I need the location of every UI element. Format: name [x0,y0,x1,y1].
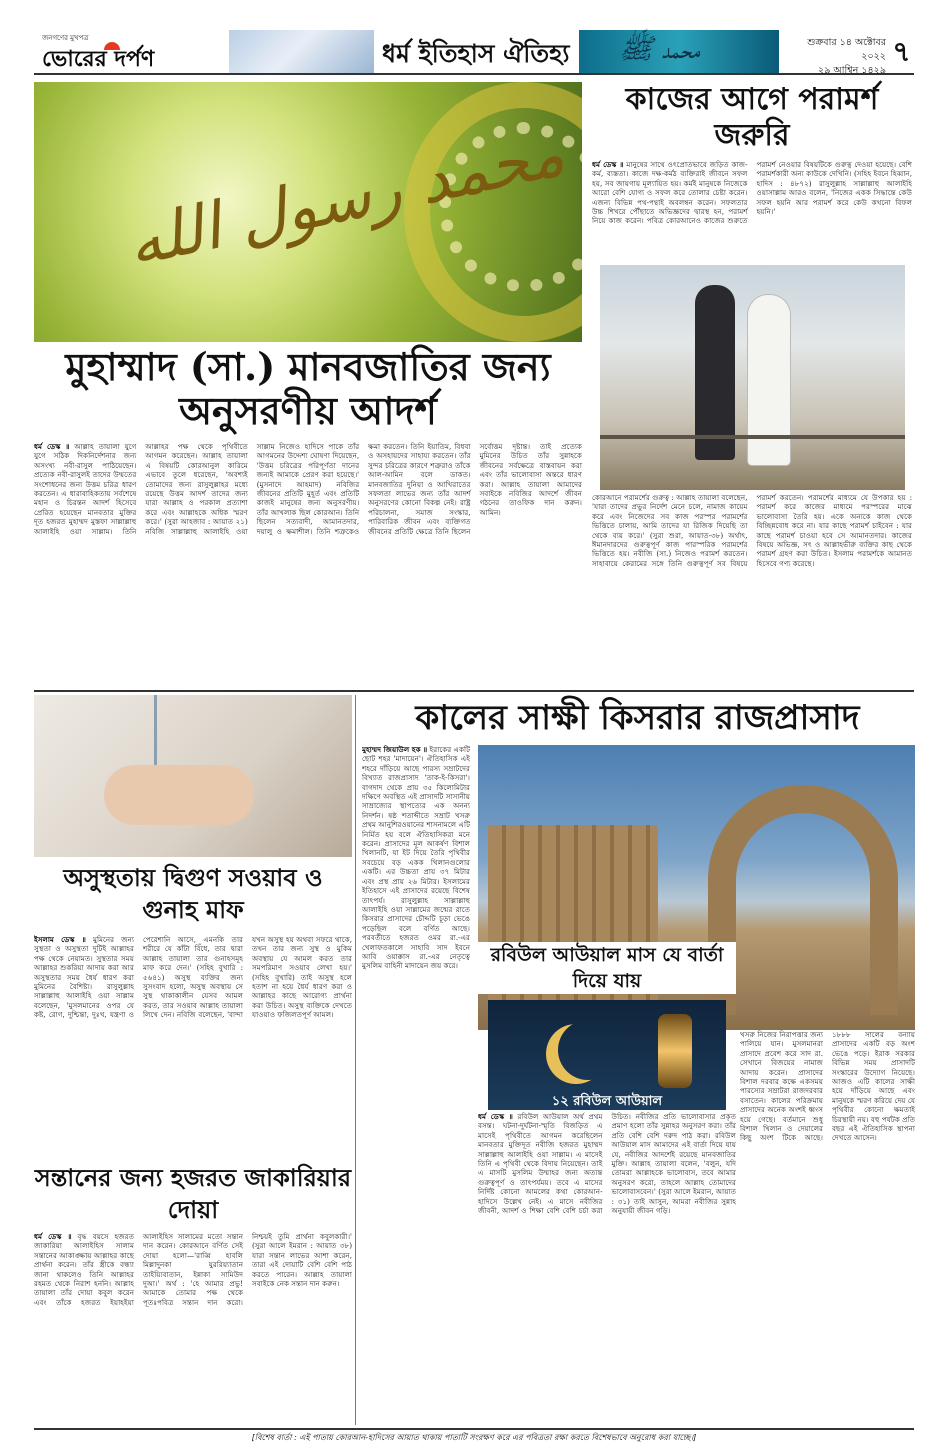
story3-headline: অসুস্থতায় দ্বিগুণ সওয়াব ও গুনাহ মাফ [63,863,323,924]
arab-man-figure [748,295,790,465]
page-number: ৭ [892,35,911,68]
story5-body-right: খসরু নিজের নিরাপত্তার জন্য পালিয়ে যান। মুসলমানরা প্রাসাদে প্রবেশ করে সাদ রা. সেখানে বিজয়ের নামাজ আদায় করেন। প্রাসাদের বিশাল দরবার কক্ষে একসময় পারস্যের সম্রাটরা রাজদরবার বসাতেন। কালের পরিক্রমায় প্রাসাদের অনেক অংশই ধ্বংস হয়ে গেছে। বর্তমানে শুধু বিশাল খিলান ও দেয়ালের কিছু অংশ টিকে আছে। ১৮৮৮ সালের বন্যায় প্রাসাদের একটি বড় অংশ ভেঙে পড়ে। ইরাক সরকার বিভিন্ন সময় প্রাসাদটি সংস্কারের উদ্যোগ নিয়েছে। আজও এটি কালের সাক্ষী হয়ে দাঁড়িয়ে আছে এবং মানুষকে স্মরণ করিয়ে দেয় যে পৃথিবীর কোনো ক্ষমতাই চিরস্থায়ী নয়। বহু পর্যটক প্রতি বছর এই ঐতিহাসিক স্থাপনা দেখতে আসেন। [740,1030,915,1143]
calligraphy-text: محمد ﷺ [619,32,700,65]
story1-calligraphy: محمد رسول الله [121,116,571,282]
railing [600,435,905,439]
story2-dek: ধর্ম ডেস্ক ॥ [592,160,624,169]
date-block [786,36,886,78]
crescent-moon-icon [558,1020,618,1080]
palace-arch [708,785,898,1015]
story4-text: বৃদ্ধ বয়সে হজরত জাকারিয়া আলাইহিস সালাম সন্তানের আকাঙ্ক্ষায় আল্লাহর কাছে প্রার্থনা করেন। তাঁর স্ত্রীকে বন্ধ্যা জানা থাকলেও তিনি আল্লাহর রহমত থেকে নিরাশ হননি। আল্লাহ তায়ালা তাঁর দোয়া কবুল করেন এবং তাঁকে হজরত ইয়াহইয়া আলাইহিস সালামের মতো সন্তান দান করেন। কোরআনে বর্ণিত সেই দোয়া হলো—'রাব্বি হাবলি মিল্লাদুনকা যুররিয়্যাতান তাইয়্যিবাতান, ইন্নাকা সামিউদ দুআ।' অর্থ : 'হে আমার প্রভু! আমাকে তোমার পক্ষ থেকে পূতঃপবিত্র সন্তান দান করো। নিশ্চয়ই তুমি প্রার্থনা কবুলকারী।' (সুরা আলে ইমরান : আয়াত ৩৮) যারা সন্তান লাভের আশা করেন, তারা এই দোয়াটি বেশি বেশি পাঠ করতে পারেন। আল্লাহ তায়ালা সবাইকে নেক সন্তান দান করুন। [34,1232,352,1307]
brand-tagline: জনগণের মুখপত্র [42,34,89,42]
footer-notice: [বিশেষ বার্তা : এই পাতায় কোরআন-হাদিসের আয়াত থাকায় পাতাটি সংরক্ষণ করে এর পবিত্রতা রক্ষা করতে বিশেষভাবে অনুরোধ করা যাচ্ছে।] [34,1428,914,1446]
story1-text: আল্লাহ তায়ালা যুগে যুগে সঠিক দিকনির্দেশনার জন্য অসংখ্য নবী-রাসুল পাঠিয়েছেন। প্রত্যেক নবী-রাসুলই তাদের উম্মতের সংশোধনের জন্য উত্তম চরিত্র ধারণ করতেন। এ ধারাবাহিকতায় সর্বশেষে মহান ও চিরন্তন আদর্শ হিসেবে প্রেরিত হয়েছেন মানবতার মুক্তির দূত হজরত মুহাম্মদ মুস্তফা সাল্লাল্লাহু আলাইহি ওয়া সাল্লাম। তিনি আল্লাহর পক্ষ থেকে পৃথিবীতে আগমন করেছেন। আল্লাহ তায়ালা এ বিষয়টি কোরআনুল কারিমে এভাবে তুলে ধরেছেন, 'অবশ্যই তোমাদের জন্য রাসুলুল্লাহর মধ্যে রয়েছে উত্তম আদর্শ তাদের জন্য যারা আল্লাহ ও পরকাল প্রত্যাশা করে এবং আল্লাহকে অধিক স্মরণ করে।' (সুরা আহজাব : আয়াত ২১) নবিজি সাল্লাল্লাহু আলাইহি ওয়া সাল্লাম নিজেও হাদিসে পাকে তাঁর আগমনের উদ্দেশ্য ঘোষণা দিয়েছেন, 'উত্তম চরিত্রের পরিপূর্ণতা দানের জন্যই আমাকে প্রেরণ করা হয়েছে।' (মুসনাদে আহমাদ) নবিজির জীবনের প্রতিটি মুহূর্ত এবং প্রতিটি কাজই মানুষের জন্য অনুসরণীয়। তাঁর আখলাক ছিল কোরআন। তিনি ছিলেন সত্যবাদী, আমানতদার, দয়ালু ও ক্ষমাশীল। তিনি শত্রুকেও ক্ষমা করতেন। তিনি ইয়াতিম, বিধবা ও অসহায়দের সাহায্য করতেন। তাঁর সুন্দর চরিত্রের কারণে শত্রুরাও তাঁকে আল-আমিন বলে ডাকত। মানবজাতির দুনিয়া ও আখিরাতের সফলতা লাভের জন্য তাঁর আদর্শ অনুসরণের কোনো বিকল্প নেই। রাষ্ট্র পরিচালনা, সমাজ সংস্কার, পারিবারিক জীবন এবং ব্যক্তিগত জীবনের প্রতিটি ক্ষেত্রে তিনি ছিলেন সর্বোত্তম দৃষ্টান্ত। তাই প্রত্যেক মুমিনের উচিত তাঁর সুন্নাহকে জীবনের সর্বক্ষেত্রে বাস্তবায়ন করা এবং তাঁর ভালোবাসা অন্তরে ধারণ করা। আল্লাহ তায়ালা আমাদের সবাইকে নবিজির আদর্শে জীবন গঠনের তাওফিক দান করুন। আমিন। [34,442,582,536]
story6-body [478,1112,736,1425]
lantern-icon [658,1014,692,1088]
story6-headline: রবিউল আউয়াল মাস যে বার্তা দিয়ে যায় [478,942,736,994]
story5-text-left: ইরাকের একটি ছোট শহর 'মাদায়েন'। ঐতিহাসিক এই শহরে দাঁড়িয়ে আছে পারস্য সম্রাটদের বিখ্যাত রাজপ্রাসাদ 'তাক-ই-কিসরা'। বাগদাদ থেকে প্রায় ৩৫ কিলোমিটার দক্ষিণে অবস্থিত এই প্রাসাদটি সাসানীয় সাম্রাজ্যের স্থাপত্যের এক অনন্য নিদর্শন। ষষ্ঠ শতাব্দীতে সম্রাট খসরু প্রথম আনুশিরওয়ানের শাসনামলে এটি নির্মিত হয় বলে ঐতিহাসিকরা মনে করেন। প্রাসাদের মূল আকর্ষণ বিশাল খিলানটি, যা ইট দিয়ে তৈরি পৃথিবীর সবচেয়ে বড় একক খিলানগুলোর একটি। এর উচ্চতা প্রায় ৩৭ মিটার এবং প্রস্থ প্রায় ২৬ মিটার। ইসলামের ইতিহাসে এই প্রাসাদের রয়েছে বিশেষ তাৎপর্য। রাসুলুল্লাহ সাল্লাল্লাহু আলাইহি ওয়া সাল্লামের জন্মের রাতে কিসরার প্রাসাদের চৌদ্দটি চূড়া ভেঙে পড়েছিল বলে বর্ণিত আছে। পরবর্তীতে হজরত ওমর রা.-এর খেলাফতকালে সাহাবি সাদ ইবনে আবি ওয়াক্কাস রা.-এর নেতৃত্বে মুসলিম বাহিনী মাদায়েন জয় করে। [362,745,470,971]
story4-body [34,1232,352,1420]
story1-dek: ধর্ম ডেস্ক ॥ [34,442,70,451]
businessman-figure [695,285,735,460]
story1-headline: মুহাম্মাদ (সা.) মানবজাতির জন্য অনুসরণীয় আদর্শ [65,344,551,433]
story3-photo [34,695,352,857]
masthead-logo [34,30,224,73]
story2-body-bottom: কোরআনে পরামর্শের গুরুত্ব : আল্লাহ তায়ালা বলেছেন, 'যারা তাদের প্রভুর নির্দেশ মেনে চলে, নামাজ কায়েম করে এবং নিজেদের সব কাজ পরস্পর পরামর্শের ভিত্তিতে চালায়, আমি তাদের যা রিজিক দিয়েছি তা থেকে ব্যয় করে।' (সুরা শুরা, আয়াত-৩৮) অর্থাৎ, ঈমানদারদের গুরুত্বপূর্ণ কাজ পারস্পরিক পরামর্শের ভিত্তিতে হয়। নবীজি (সা.) নিজেও পরামর্শ করতেন। সাহাবায়ে কেরামের সঙ্গে তিনি গুরুত্বপূর্ণ সব বিষয়ে পরামর্শ করতেন। পরামর্শের মাধ্যমে যে উপকার হয় : পরামর্শ করে কাজের মাধ্যমে পরস্পরের মাঝে ভালোবাসা তৈরি হয়। একে অন্যকে কাজ থেকে বিচ্ছিন্নবোধ করে না। যার কাছে পরামর্শ চাইবেন : যার কাছে পরামর্শ চাওয়া হবে সে আমানতদার। কাজের বিষয়ে অভিজ্ঞ, সৎ ও আল্লাহভীরু ব্যক্তির কাছ থেকে পরামর্শ গ্রহণ করা উচিত। ইসলাম পরামর্শকে আমানত হিসেবে গণ্য করেছে। [592,493,912,568]
story2-text-top: মানুষের সাথে ওৎপ্রোতভাবে জড়িত কাজ-কর্ম, ব্যস্ততা। কাজে দক্ষ-কর্মঠ ব্যক্তিরাই জীবনে সফল হয়, সব জায়গায় মূল্যায়িত হয়। কর্মই মানুষকে নিজেকে আরো বেশি যোগ্য ও সফল করে তোলার চেষ্টা করেন। এজন্য বিভিন্ন পথ-পন্থাই অবলম্বন করেন। সফলতার উচ্চ শিখরে পৌঁছাতে অভিজ্ঞদের দ্বারস্থ হন, পরামর্শ নিয়ে কাজ করেন। পবিত্র কোরআনেও কাজের শুরুতে পরামর্শ নেওয়ার বিষয়টিকে গুরুত্ব দেওয়া হয়েছে। বেশি পরামর্শকারী অন্য কাউকে দেখিনি। (সহিহ ইবনে হিব্বান, হাদিস : ৪৮৭২) রাসুলুল্লাহ সাল্লাল্লাহু আলাইহি ওয়াসাল্লাম আরও বলেন, 'নিজের একক সিদ্ধান্তে কেউ সফল হয়নি আর পরামর্শ করে কেউ কখনো বিফল হয়নি।' [592,160,912,226]
date-gregorian: শুক্রবার ১৪ অক্টোবর ২০২২ [807,37,886,62]
section-divider [34,690,914,692]
story3-body [34,935,352,1155]
quran-image [229,30,374,73]
story3-dek: ইসলাম ডেস্ক ॥ [34,935,86,944]
section-title: ধর্ম ইতিহাস ঐতিহ্য [382,39,570,68]
page-header [34,30,914,75]
story6-image-caption: ১২ রবিউল আউয়াল [551,1094,663,1109]
story6-text: রবিউল আউয়াল অর্থ প্রথম বসন্ত। ঘটনা-দুর্ঘটনা-স্মৃতি বিজড়িত এ মাসেই পৃথিবীতে আগমন করেছিলেন মানবতার মুক্তিদূত নবীজি হজরত মুহাম্মদ সাল্লাল্লাহু আলাইহি ওয়া সাল্লাম। এ মাসেই তিনি এ পৃথিবী থেকে বিদায় নিয়েছেন। তাই এ মাসটি মুসলিম উম্মাহর জন্য অত্যন্ত গুরুত্বপূর্ণ ও তাৎপর্যময়। তবে এ মাসের নির্দিষ্ট কোনো আমলের কথা কোরআন-হাদিসে উল্লেখ নেই। এ মাসে নবীজির জীবনী, আদর্শ ও শিক্ষা বেশি বেশি চর্চা করা উচিত। নবীজির প্রতি ভালোবাসার প্রকৃত প্রমাণ হলো তাঁর সুন্নাহর অনুসরণ করা। তাঁর প্রতি বেশি বেশি দরুদ পাঠ করা। রবিউল আউয়াল মাস আমাদের এই বার্তা দিয়ে যায় যে, নবীজির আদর্শেই রয়েছে মানবজাতির মুক্তি। আল্লাহ তায়ালা বলেন, 'বলুন, যদি তোমরা আল্লাহকে ভালোবাস, তবে আমার অনুসরণ করো, তাহলে আল্লাহ তোমাদের ভালোবাসবেন।' (সুরা আলে ইমরান, আয়াত : ৩১) তাই আসুন, আমরা নবীজির সুন্নাহ অনুযায়ী জীবন গড়ি। [478,1112,736,1216]
story2-headline: কাজের আগে পরামর্শ জরুরি [625,82,879,153]
story5-byline: মুহাম্মদ জিয়াউল হক ॥ [362,745,428,754]
story4-headline: সন্তানের জন্য হজরত জাকারিয়ার দোয়া [34,1163,352,1224]
date-bengali: ২৯ আশ্বিন ১৪২৯ [818,65,886,76]
story1-body [34,442,582,684]
patient-hand [104,765,254,825]
story4-dek: ধর্ম ডেস্ক ॥ [34,1232,72,1241]
story5-headline: কালের সাক্ষী কিসরার রাজপ্রাসাদ [415,698,860,738]
story2-body-top [592,160,912,260]
story2-photo [600,265,905,490]
story5-body-left [362,745,470,1425]
story1-hero-image [34,82,582,342]
column-divider [355,695,356,1425]
story3-text: মুমিনের জন্য সুস্থতা ও অসুস্থতা দুটিই আল্লাহর পক্ষ থেকে নেয়ামত। সুস্থতার সময় আল্লাহর শুকরিয়া আদায় করা আর অসুস্থতার সময় ধৈর্য ধারণ করা মুমিনের বৈশিষ্ট্য। রাসুলুল্লাহ সাল্লাল্লাহু আলাইহি ওয়া সাল্লাম বলেছেন, 'মুসলমানের ওপর যে কষ্ট, রোগ, দুশ্চিন্তা, দুঃখ, যন্ত্রণা ও পেরেশানি আসে, এমনকি তার শরীরে যে কাঁটা বিঁধে, তার দ্বারা আল্লাহ তায়ালা তার গুনাহসমূহ মাফ করে দেন।' (সহিহ বুখারি : ৫৬৪১) অসুস্থ ব্যক্তির জন্য সুসংবাদ হলো, অসুস্থ অবস্থায় সে সুস্থ থাকাকালীন যেসব আমল করত, তার সওয়াব আল্লাহ তায়ালা লিখে দেন। নবিজি বলেছেন, 'বান্দা যখন অসুস্থ হয় অথবা সফরে থাকে, তখন তার জন্য সুস্থ ও মুকিম অবস্থায় যে আমল করত তার সমপরিমাণ সওয়াব লেখা হয়।' (সহিহ বুখারি) তাই অসুস্থ হলে হতাশ না হয়ে ধৈর্য ধারণ করা ও আল্লাহর কাছে আরোগ্য প্রার্থনা করা উচিত। অসুস্থ ব্যক্তিকে দেখতে যাওয়াও ফজিলতপূর্ণ আমল। [34,935,352,1020]
brand-name: ভোরের দর্পণ [42,46,155,72]
story6-dek: ধর্ম ডেস্ক ॥ [478,1112,513,1121]
